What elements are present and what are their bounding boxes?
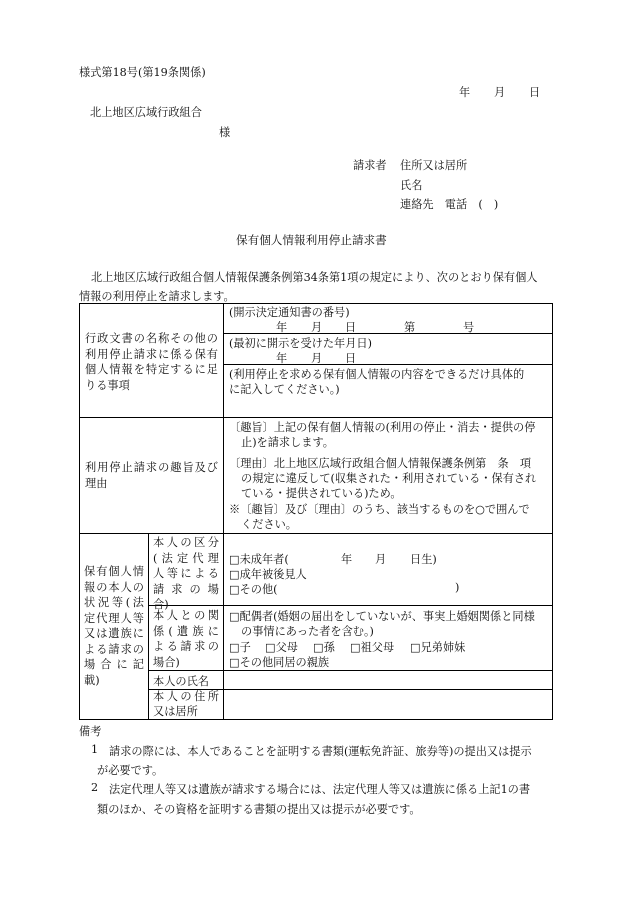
row3-label-line: 場合に記 <box>84 658 144 671</box>
relationship-label-line: よる請求の <box>153 640 219 653</box>
content-instruction-line-1: (利用停止を求める保有個人情報の内容をできるだけ具体的 <box>229 368 525 381</box>
row3-label <box>84 564 144 688</box>
minor-checkbox-option[interactable]: □未成年者( <box>229 553 289 566</box>
subject-address-label <box>153 690 219 719</box>
row2-label-line: 理由 <box>85 476 108 490</box>
row3-label-line: 又は遺族に <box>84 627 144 640</box>
note-2-number: 2 <box>91 781 99 794</box>
reason-line-3: ている・提供されている)ため。 <box>241 487 402 500</box>
first-disclosed-year: 年 <box>276 352 288 365</box>
note-1-line-2: が必要です。 <box>97 764 164 777</box>
notice-number-suffix: 号 <box>463 321 475 334</box>
requester-contact-label: 連絡先 電話 ( ) <box>400 198 499 211</box>
subject-category-label-line: (法定代理 <box>153 551 219 565</box>
circle-note-line-2: ください。 <box>241 518 297 531</box>
notice-number-label: (開示決定通知書の番号) <box>229 306 350 319</box>
subject-name-label: 本人の氏名 <box>153 675 209 688</box>
row1-label-line: 個人情報を特定するに足 <box>85 363 218 376</box>
row1-label-line: 行政文書の名称その他の <box>85 332 218 345</box>
note-2-line-1: 法定代理人等又は遺族が請求する場合には、法定代理人等又は遺族に係る上記1の書 <box>109 783 531 796</box>
requester-address-label: 住所又は居所 <box>400 159 468 172</box>
note-2-line-2: 類のほか、その資格を証明する書類の提出又は提示が必要です。 <box>97 803 421 816</box>
adult-ward-checkbox-option[interactable]: □成年被後見人 <box>229 568 307 581</box>
relationship-label <box>153 608 219 670</box>
requester-name-label: 氏名 <box>400 179 423 192</box>
purpose-line-2: 止)を請求します。 <box>241 436 334 449</box>
notice-day: 日 <box>345 321 357 334</box>
other-category-close-paren: ) <box>455 581 460 594</box>
child-checkbox-option[interactable]: □子 <box>229 641 251 654</box>
form-number: 様式第18号(第19条関係) <box>79 66 206 79</box>
subject-category-label-line: 本人の区分 <box>153 536 219 549</box>
notice-year: 年 <box>276 321 288 334</box>
requester-label: 請求者 <box>353 159 387 172</box>
row3-label-line: 載) <box>84 673 100 687</box>
grandchild-checkbox-option[interactable]: □孫 <box>313 641 335 654</box>
other-relative-checkbox-option[interactable]: □その他同居の親族 <box>229 656 330 669</box>
row2-label <box>85 460 218 491</box>
first-disclosed-day: 日 <box>345 352 357 365</box>
subject-category-label-line: 合) <box>153 598 169 611</box>
first-disclosed-month: 月 <box>311 352 323 365</box>
addressee: 北上地区広域行政組合 <box>90 106 202 119</box>
subject-address-label-line: 又は居所 <box>153 704 198 718</box>
minor-birth-month: 月 <box>375 553 387 566</box>
subject-category-label <box>153 535 219 613</box>
reason-line-2: の規定に違反して(収集された・利用されている・保有され <box>241 472 537 485</box>
other-category-checkbox-option[interactable]: □その他( <box>229 583 278 596</box>
row3-label-line: 報の本人の <box>84 580 144 594</box>
row2-label-line: 利用停止請求の趣旨及び <box>85 461 218 474</box>
subject-category-label-line: 請求の場 <box>153 582 219 596</box>
intro-line-2: 情報の利用停止を請求します。 <box>79 290 235 303</box>
date-year-label: 年 <box>459 86 471 99</box>
grandparent-checkbox-option[interactable]: □祖父母 <box>350 641 395 654</box>
content-instruction-line-2: に記入してください。) <box>229 383 340 396</box>
spouse-note-line-2: の事情にあった者を含む。) <box>241 625 374 638</box>
date-day-label: 日 <box>529 86 541 99</box>
subject-name-field[interactable] <box>224 671 552 689</box>
minor-birth-year: 年 <box>341 553 353 566</box>
notes-heading: 備考 <box>79 725 102 738</box>
row3-label-line: よる請求の <box>84 642 144 656</box>
row3-label-line: 保有個人情 <box>84 565 144 578</box>
row3-label-line: 定代理人等 <box>84 611 144 625</box>
notice-number-prefix: 第 <box>404 321 416 334</box>
subject-address-label-line: 本人の住所 <box>153 690 219 703</box>
circle-note-line-1: ※〔趣旨〕及び〔理由〕のうち、該当するものを○で囲んで <box>229 503 530 516</box>
subject-address-field[interactable] <box>224 690 552 719</box>
relationship-label-line: 係(遺族に <box>153 624 219 638</box>
sibling-checkbox-option[interactable]: □兄弟姉妹 <box>410 641 466 654</box>
relationship-label-line: 場合) <box>153 655 180 669</box>
note-1-number: 1 <box>91 743 99 756</box>
spouse-checkbox-option[interactable]: □配偶者(婚姻の届出をしていないが、事実上婚姻関係と同様 <box>229 610 535 623</box>
date-month-label: 月 <box>494 86 506 99</box>
parent-checkbox-option[interactable]: □父母 <box>265 641 298 654</box>
purpose-line-1: 〔趣旨〕上記の保有個人情報の(利用の停止・消去・提供の停 <box>229 421 536 434</box>
note-1-line-1: 請求の際には、本人であることを証明する書類(運転免許証、旅券等)の提出又は提示 <box>109 745 532 758</box>
subject-category-label-line: 人等による <box>153 567 219 580</box>
document-title: 保有個人情報利用停止請求書 <box>236 233 387 247</box>
row3-label-line: 状況等(法 <box>84 596 144 609</box>
row1-label-line: りる事項 <box>85 378 130 392</box>
honorific: 様 <box>219 126 231 139</box>
minor-birth-day: 日生) <box>410 553 437 566</box>
notice-month: 月 <box>311 321 323 334</box>
relationship-label-line: 本人との関 <box>153 609 219 622</box>
first-disclosed-label: (最初に開示を受けた年月日) <box>229 337 372 350</box>
row1-label <box>85 331 218 393</box>
row1-label-line: 利用停止請求に係る保有 <box>85 347 218 361</box>
reason-line-1: 〔理由〕北上地区広域行政組合個人情報保護条例第 条 項 <box>229 457 532 470</box>
intro-line-1: 北上地区広域行政組合個人情報保護条例第34条第1項の規定により、次のとおり保有個人 <box>91 271 538 284</box>
